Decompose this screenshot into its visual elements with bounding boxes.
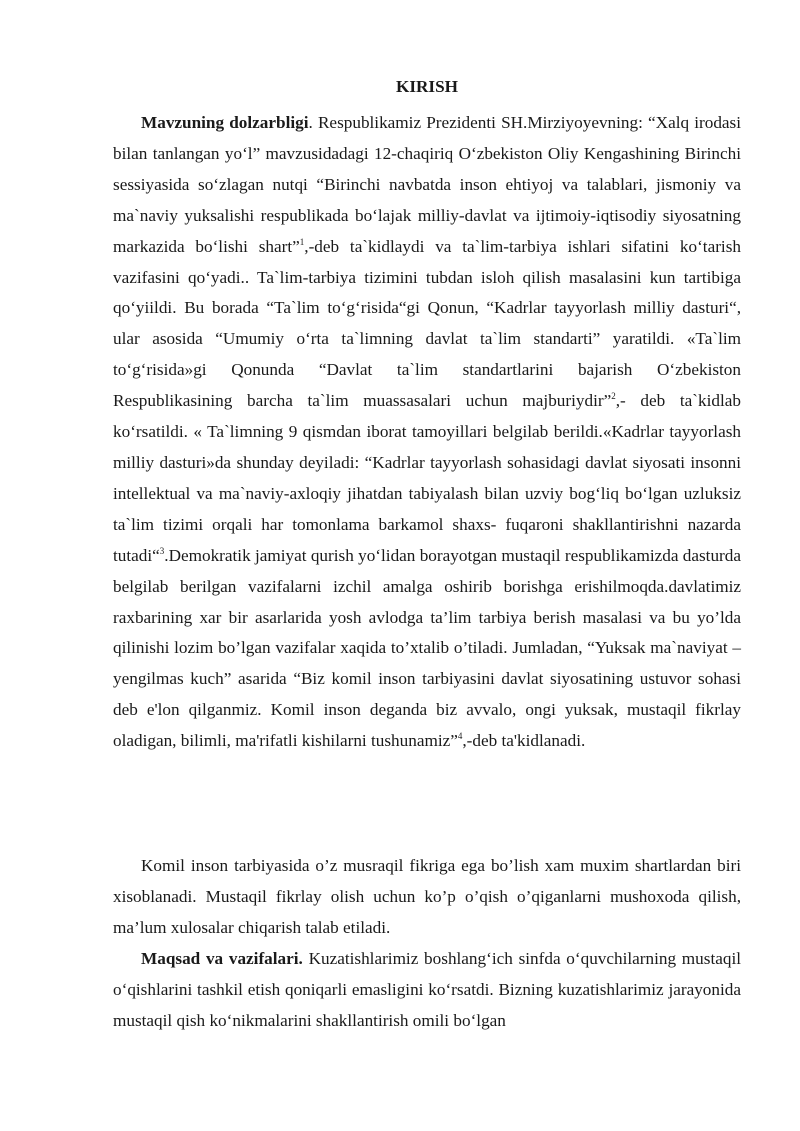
paragraph-text: ,- deb ta`kidlab ko‘rsatildi. « Ta`limning 9 qismdan iborat tamoyillari belgilab berildi.«Kadrlar tayyorlash milliy dasturi»da shunday deyiladi: “Kadrlar tayyorlash sohasidagi davlat siyosati insonni intellektual va ma`naviy-axloqiy jihatdan tabiyalash bilan uzviy bog‘liq bo‘lgan uzluksiz ta`lim tizimi orqali har tomonlama barkamol shaxs- fuqaroni shakllantirishni nazarda tutadi“ bbox=[113, 391, 741, 565]
paragraph-text: .Demokratik jamiyat qurish yo‘lidan borayotgan mustaqil respublikamizda dasturda belgilab berilgan vazifalarni izchil amalga oshirib borishga erishilmoqda.davlatimiz raxbarining xar bir asarlarida yosh avlodga ta’lim tarbiya berish masalasi va bu yo’lda qilinishi lozim bo’lgan vazifalar xaqida to’xtalib o’tiladi. Jumladan, “Yuksak ma`naviyat – yengilmas kuch” asarida “Biz komil inson tarbiyasini davlat siyosatining ustuvor sohasi deb e'lon qilganmiz. Komil inson deganda biz avvalo, ongi yuksak, mustaqil fikrlay oladigan, bilimli, ma'rifatli kishilarni tushunamiz” bbox=[113, 545, 741, 751]
paragraph-text: . Respublikamiz Prezidenti SH.Mirziyoyevning: “Xalq irodasi bilan tanlangan yo‘l” mavzusidadagi 12-chaqiriq O‘zbekiston Oliy Kengashining Birinchi sessiyasida so‘zlagan nutqi “Birinchi navbatda inson ehtiyoj va talablari, jismoniy va ma`naviy yuksalishi respublikada bo‘lajak milliy-davlat va ijtimoiy-iqtisodiy siyosatning markazida bo‘lishi shart” bbox=[113, 113, 742, 256]
paragraph-text: Komil inson tarbiyasida o’z musraqil fikriga ega bo’lish xam muxim shartlardan biri xisoblanadi. Mustaqil fikrlay olish uchun ko’p o’qish o’qiganlarni mushoxoda qilish, ma’lum xulosalar chiqarish talab etiladi. bbox=[113, 856, 741, 937]
paragraph-text: Kuzatishlarimiz boshlang‘ich sinfda o‘quvchilarning mustaqil o‘qishlarini tashkil etish qoniqarli emasligini ko‘rsatdi. Bizning kuzatishlarimiz jarayonida mustaqil qish ko‘nikmalarini shakllantirish omili bo‘lgan bbox=[113, 949, 741, 1030]
paragraph-perfect-person bbox=[113, 851, 741, 944]
relevance-heading: Mavzuning dolzarbligi bbox=[141, 113, 309, 132]
footnote-ref-4[interactable]: 4 bbox=[457, 731, 463, 742]
paragraph-text: ,-deb ta`kidlaydi va ta`lim-tarbiya ishlari sifatini ko‘tarish vazifasini qo‘yadi.. Ta`lim-tarbiya tizimini tubdan isloh qilish masalasini kun tartibiga qo‘yiildi. Bu borada “Ta`lim to‘g‘risida“gi Qonun, “Kadrlar tayyorlash milliy dasturi“, ular asosida “Umumiy o‘rta ta`limning davlat ta`lim standarti” yaratildi. «Ta`lim to‘g‘risida»gi Qonunda “Davlat ta`lim standartlarini bajarish O‘zbekiston Respublikasining barcha ta`lim muassasalari uchun majburiydir” bbox=[113, 236, 741, 411]
paragraph-relevance bbox=[113, 108, 741, 757]
section-title: KIRISH bbox=[395, 77, 459, 96]
paragraph-text: ,-deb ta'kidlanadi. bbox=[462, 731, 586, 751]
paragraph-goals bbox=[113, 944, 741, 1037]
footnote-ref-1[interactable]: 1 bbox=[299, 236, 305, 247]
goals-heading: Maqsad va vazifalari. bbox=[141, 949, 303, 968]
footnote-ref-2[interactable]: 2 bbox=[611, 391, 616, 402]
footnote-ref-3[interactable]: 3 bbox=[159, 545, 165, 556]
